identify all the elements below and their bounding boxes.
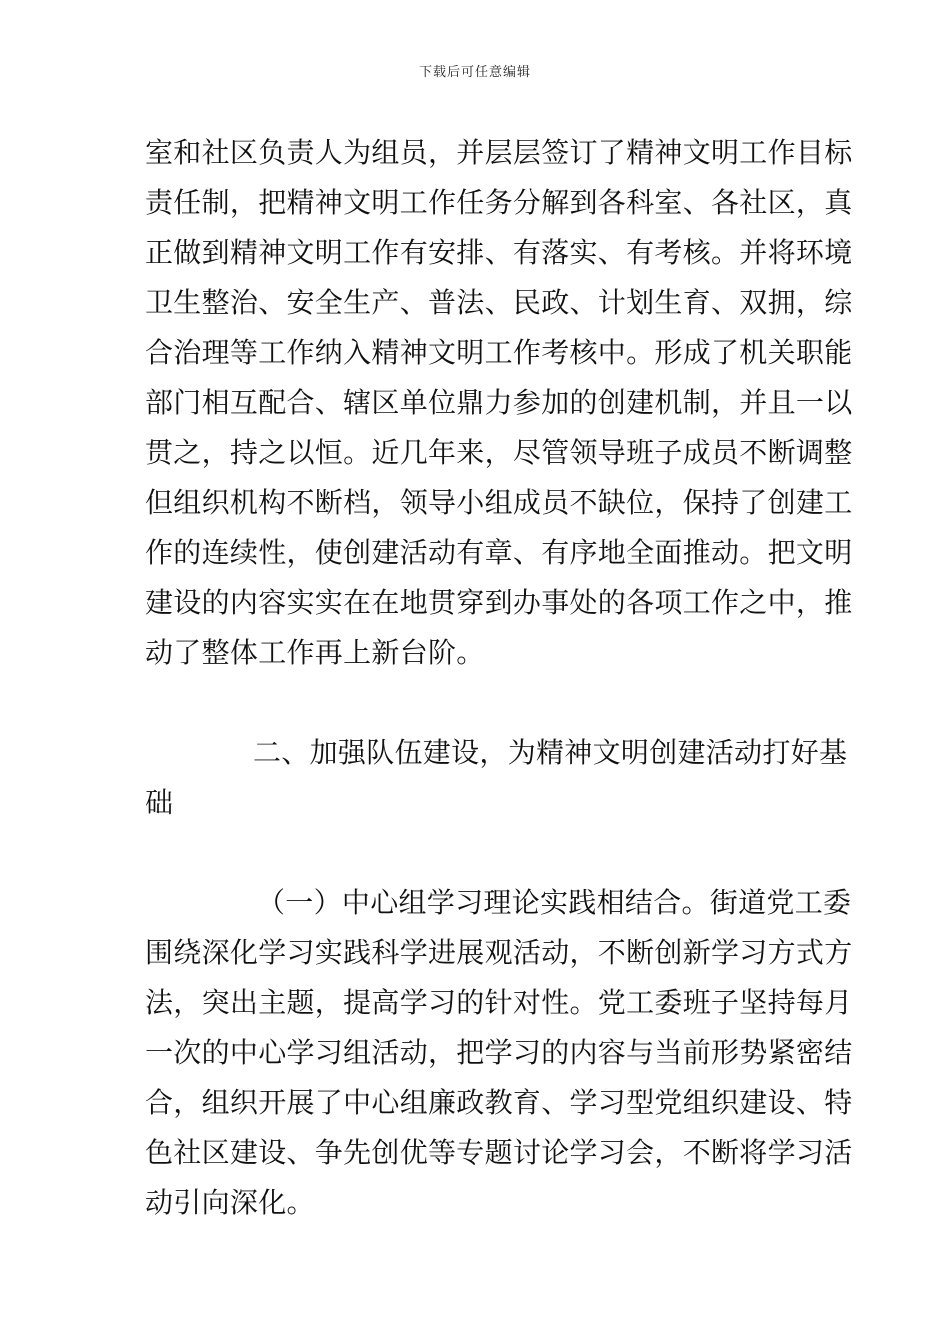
document-body: [145, 128, 853, 1228]
text-line: 合治理等工作纳入精神文明工作考核中。形成了机关职能: [145, 336, 853, 369]
text-line: 动了整体工作再上新台阶。: [145, 636, 485, 669]
paragraph-spacer: [145, 828, 807, 878]
text-line: 部门相互配合、辖区单位鼎力参加的创建机制，并且一以: [145, 386, 853, 419]
paragraph-civilization-mechanism: [145, 128, 853, 678]
heading-line: 础: [145, 786, 174, 819]
section-heading-team-building: [145, 728, 848, 828]
text-line: 贯之，持之以恒。近几年来，尽管领导班子成员不断调整: [145, 436, 853, 469]
text-line: 法，突出主题，提高学习的针对性。党工委班子坚持每月: [145, 986, 853, 1019]
text-line: 色社区建设、争先创优等专题讨论学习会，不断将学习活: [145, 1136, 853, 1169]
text-line: 但组织机构不断档，领导小组成员不缺位，保持了创建工: [145, 486, 853, 519]
text-line: 围绕深化学习实践科学进展观活动，不断创新学习方式方: [145, 936, 853, 969]
text-line: 室和社区负责人为组员，并层层签订了精神文明工作目标: [145, 136, 853, 169]
paragraph-spacer: [145, 678, 807, 728]
paragraph-central-group-study: [145, 878, 853, 1228]
text-line: 正做到精神文明工作有安排、有落实、有考核。并将环境: [145, 236, 853, 269]
heading-line: 二、加强队伍建设，为精神文明创建活动打好基: [253, 736, 848, 769]
text-line: 合，组织开展了中心组廉政教育、学习型党组织建设、特: [145, 1086, 853, 1119]
text-line: 建设的内容实实在在地贯穿到办事处的各项工作之中，推: [145, 586, 853, 619]
text-line: 动引向深化。: [145, 1186, 315, 1219]
text-line: （一）中心组学习理论实践相结合。街道党工委: [257, 886, 852, 919]
text-line: 责任制，把精神文明工作任务分解到各科室、各社区，真: [145, 186, 853, 219]
text-line: 卫生整治、安全生产、普法、民政、计划生育、双拥，综: [145, 286, 853, 319]
text-line: 作的连续性，使创建活动有章、有序地全面推动。把文明: [145, 536, 853, 569]
page-header: 下载后可任意编辑: [418, 65, 531, 80]
text-line: 一次的中心学习组活动，把学习的内容与当前形势紧密结: [145, 1036, 853, 1069]
